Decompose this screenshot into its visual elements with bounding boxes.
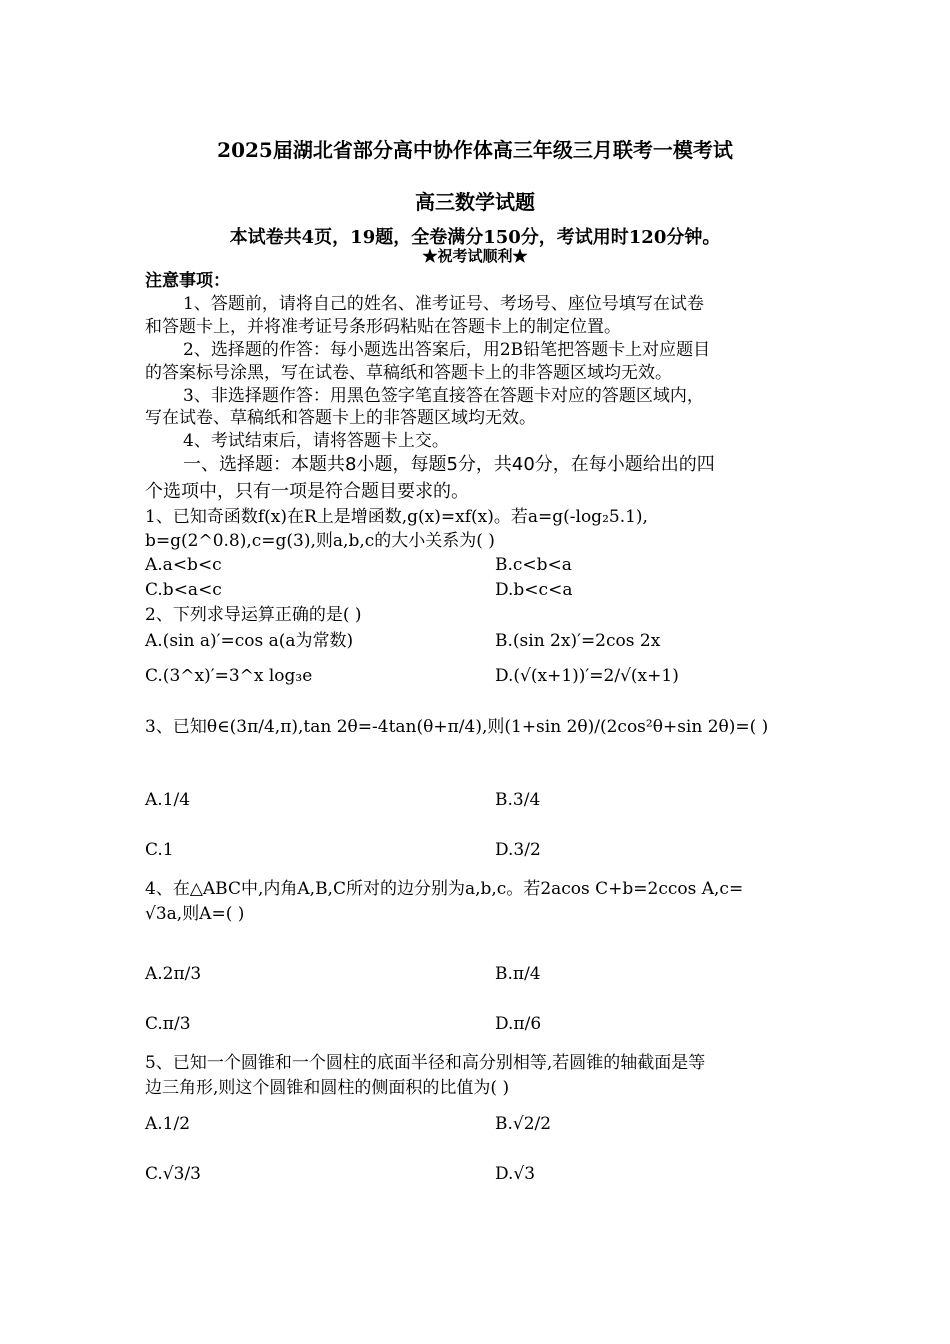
- question-5-option-b: B.√2/2: [495, 1114, 552, 1134]
- question-1-stem-line-2: b=g(2^0.8),c=g(3),则a,b,c的大小关系为( ): [145, 531, 495, 551]
- question-3-option-c: C.1: [145, 840, 174, 860]
- question-4-option-b: B.π/4: [495, 964, 541, 984]
- question-4-stem-line-1: 4、在△ABC中,内角A,B,C所对的边分别为a,b,c。若2acos C+b=2ccos A,c=: [145, 879, 744, 899]
- question-1-stem-line-1: 1、已知奇函数f(x)在R上是增函数,g(x)=xf(x)。若a=g(-log₂5.1),: [145, 507, 648, 527]
- question-4-option-a: A.2π/3: [145, 964, 202, 984]
- good-luck-wish: ★祝考试顺利★: [422, 247, 528, 265]
- question-2-option-b: B.(sin 2x)′=2cos 2x: [495, 631, 661, 651]
- question-1-option-a: A.a<b<c: [145, 555, 222, 575]
- question-2-option-a: A.(sin a)′=cos a(a为常数): [145, 631, 354, 651]
- question-5-stem-line-2: 边三角形,则这个圆锥和圆柱的侧面积的比值为( ): [145, 1078, 510, 1098]
- question-2-stem: 2、下列求导运算正确的是( ): [145, 605, 362, 625]
- notice-item-3-line-2: 写在试卷、草稿纸和答题卡上的非答题区域均无效。: [145, 408, 536, 428]
- notice-heading: 注意事项：: [145, 271, 230, 291]
- notice-item-2-line-2: 的答案标号涂黑，写在试卷、草稿纸和答题卡上的非答题区域均无效。: [145, 363, 672, 383]
- notice-item-4: 4、考试结束后，请将答题卡上交。: [183, 431, 449, 451]
- section-1-heading-line-2: 个选项中，只有一项是符合题目要求的。: [145, 481, 469, 502]
- question-1-option-b: B.c<b<a: [495, 555, 572, 575]
- notice-item-1-line-2: 和答题卡上，并将准考证号条形码粘贴在答题卡上的制定位置。: [145, 317, 621, 337]
- question-5-option-d: D.√3: [495, 1164, 536, 1184]
- section-1-heading-line-1: 一、选择题：本题共8小题，每题5分，共40分，在每小题给出的四: [183, 454, 715, 475]
- question-5-option-c: C.√3/3: [145, 1164, 201, 1184]
- question-4-option-c: C.π/3: [145, 1014, 191, 1034]
- question-3-stem: 3、已知θ∈(3π/4,π),tan 2θ=-4tan(θ+π/4),则(1+sin 2θ)/(2cos²θ+sin 2θ)=( ): [145, 717, 769, 737]
- question-1-option-d: D.b<c<a: [495, 580, 573, 600]
- notice-item-3-line-1: 3、非选择题作答：用黑色签字笔直接答在答题卡对应的答题区域内，: [183, 386, 704, 406]
- question-2-option-c: C.(3^x)′=3^x log₃e: [145, 666, 313, 686]
- question-3-option-a: A.1/4: [145, 790, 191, 810]
- question-3-option-b: B.3/4: [495, 790, 541, 810]
- notice-item-2-line-1: 2、选择题的作答：每小题选出答案后，用2B铅笔把答题卡上对应题目: [183, 340, 711, 360]
- question-3-option-d: D.3/2: [495, 840, 541, 860]
- notice-item-1-line-1: 1、答题前，请将自己的姓名、准考证号、考场号、座位号填写在试卷: [183, 294, 704, 314]
- question-1-option-c: C.b<a<c: [145, 580, 222, 600]
- question-4-stem-line-2: √3a,则A=( ): [145, 904, 245, 924]
- exam-subtitle: 高三数学试题: [415, 190, 535, 214]
- exam-title: 2025届湖北省部分高中协作体高三年级三月联考一模考试: [217, 138, 733, 162]
- exam-info: 本试卷共4页，19题，全卷满分150分，考试用时120分钟。: [229, 227, 721, 248]
- question-5-stem-line-1: 5、已知一个圆锥和一个圆柱的底面半径和高分别相等,若圆锥的轴截面是等: [145, 1053, 706, 1073]
- question-5-option-a: A.1/2: [145, 1114, 191, 1134]
- question-4-option-d: D.π/6: [495, 1014, 542, 1034]
- question-2-option-d: D.(√(x+1))′=2/√(x+1): [495, 666, 679, 686]
